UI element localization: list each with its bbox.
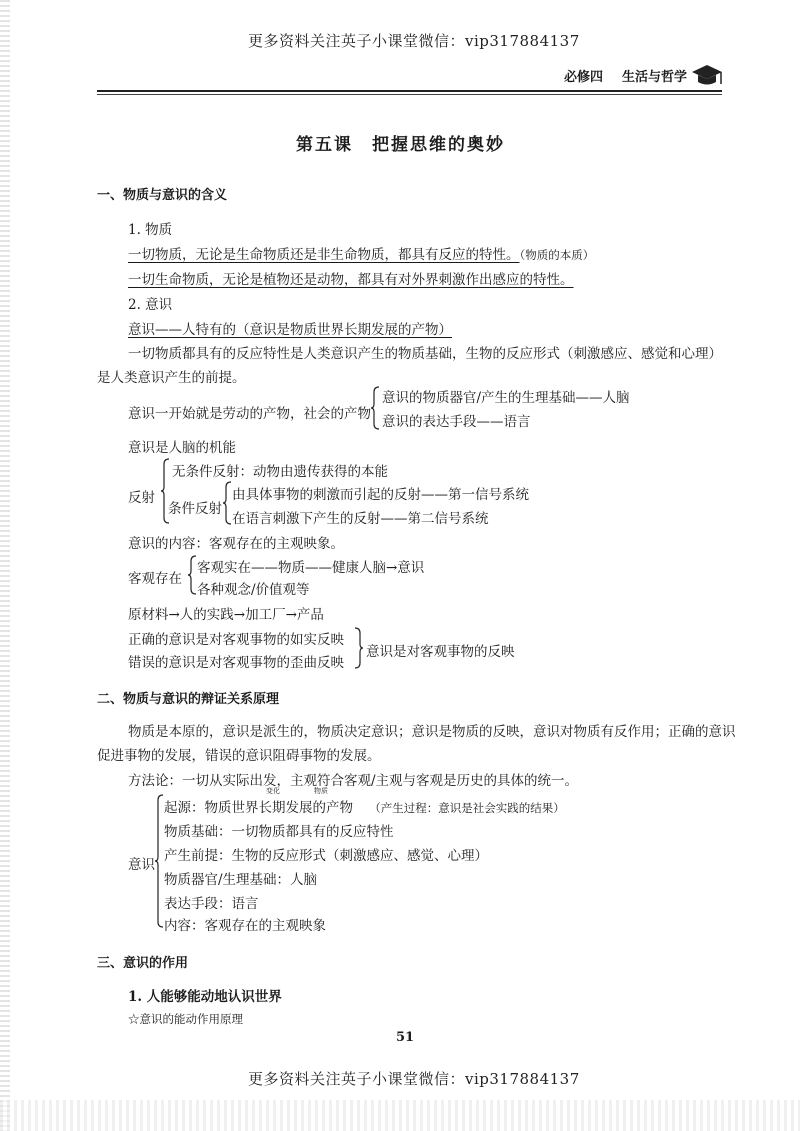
wrong-consciousness: 错误的意识是对客观事物的歪曲反映: [128, 655, 344, 671]
subsection-matter: 1. 物质: [128, 222, 173, 238]
labor-branch-1: 意识的物质器官/产生的生理基础——人脑: [382, 390, 630, 406]
matter-line-1-text: 一切物质，无论是生命物质还是非生命物质，都具有反应的特性。: [128, 247, 520, 263]
brace-labor: [370, 386, 380, 430]
brace-consciousness-summary: [154, 794, 164, 928]
header-rule-thin: [97, 94, 722, 95]
summary-organ: 物质器官/生理基础：人脑: [164, 872, 318, 888]
summary-origin-note: （产生过程：意识是社会实践的结果）: [369, 801, 565, 815]
objective-branch-1: 客观实在——物质——健康人脑→意识: [197, 560, 425, 576]
matter-line-2: 一切生命物质，无论是植物还是动物，都具有对外界刺激作出感应的特性。: [128, 272, 574, 288]
practice-flow-line: 原材料→人的实践→加工厂→产品: [128, 607, 324, 623]
subsection-cognize-world: 1. 人能够能动地认识世界: [128, 989, 282, 1005]
consciousness-summary-label: 意识: [128, 857, 155, 873]
summary-expression: 表达手段：语言: [164, 896, 259, 912]
lesson-title: 第五课 把握思维的奥妙: [296, 135, 505, 155]
correct-consciousness: 正确的意识是对客观事物的如实反映: [128, 632, 344, 648]
consciousness-line-1: 意识——人特有的（意识是物质世界长期发展的产物）: [128, 322, 452, 338]
consciousness-line-2a: 一切物质都具有的反应特性是人类意识产生的物质基础，生物的反应形式（刺激感应、感觉和心理）: [128, 346, 722, 362]
section-3-title: 三、意识的作用: [97, 956, 189, 971]
reflex-label: 反射: [128, 490, 155, 506]
brace-objective: [187, 555, 197, 595]
objective-branch-2: 各种观念/价值观等: [197, 582, 310, 598]
graduation-cap-icon: [690, 62, 724, 92]
labor-branch-2: 意识的表达手段——语言: [382, 414, 531, 430]
content-line: 意识的内容：客观存在的主观映象。: [128, 536, 344, 552]
summary-material-basis: 物质基础：一切物质都具有的反应特性: [164, 824, 394, 840]
page-number: 51: [396, 1030, 415, 1045]
header-rule: [97, 90, 722, 92]
matter-line-1-note: （物质的本质）: [519, 248, 595, 262]
scan-noise-bottom: [0, 1100, 800, 1131]
brain-function-line: 意识是人脑的机能: [128, 440, 236, 456]
objective-existence-label: 客观存在: [128, 571, 182, 587]
header-book: 必修四: [564, 70, 604, 85]
brace-conditioned: [222, 481, 232, 525]
section-2-title: 二、物质与意识的辩证关系原理: [97, 692, 280, 707]
reflex-unconditioned: 无条件反射：动物由遗传获得的本能: [172, 464, 388, 480]
subsection-consciousness: 2. 意识: [128, 297, 173, 313]
methodology-note-2: 物质: [314, 787, 328, 795]
header-subject: 生活与哲学: [622, 70, 688, 85]
matter-line-1: [128, 243, 594, 263]
methodology-note-1: 变化: [266, 787, 280, 795]
scan-noise-left: [0, 0, 10, 1131]
reflex-conditioned: 条件反射: [168, 501, 222, 517]
dialectic-para-a: 物质是本原的，意识是派生的，物质决定意识；意识是物质的反映，意识对物质有反作用；正确的意识: [128, 724, 736, 740]
summary-content: 内容：客观存在的主观映象: [164, 918, 326, 934]
consciousness-line-2b: 是人类意识产生的前提。: [97, 370, 246, 386]
summary-origin: [164, 796, 565, 816]
reflex-first-signal: 由具体事物的刺激而引起的反射——第一信号系统: [232, 487, 529, 503]
summary-origin-text: 起源：物质世界长期发展的产物: [164, 800, 353, 816]
section-1-title: 一、物质与意识的含义: [97, 188, 228, 203]
watermark-top: 更多资料关注英子小课堂微信：vip317884137: [248, 32, 580, 50]
dialectic-para-b: 促进事物的发展，错误的意识阻碍事物的发展。: [97, 748, 381, 764]
summary-premise: 产生前提：生物的反应形式（刺激感应、感觉、心理）: [164, 848, 488, 864]
reflection-conclusion: 意识是对客观事物的反映: [366, 644, 515, 660]
reflex-second-signal: 在语言刺激下产生的反射——第二信号系统: [232, 511, 489, 527]
watermark-bottom: 更多资料关注英子小课堂微信：vip317884137: [248, 1070, 580, 1088]
principle-note: ☆意识的能动作用原理: [128, 1012, 243, 1026]
methodology-line: 方法论：一切从实际出发，主观符合客观/主观与客观是历史的具体的统一。: [128, 773, 579, 789]
labor-product-line: 意识一开始就是劳动的产物，社会的产物: [128, 406, 371, 422]
brace-reflection: [354, 627, 364, 669]
